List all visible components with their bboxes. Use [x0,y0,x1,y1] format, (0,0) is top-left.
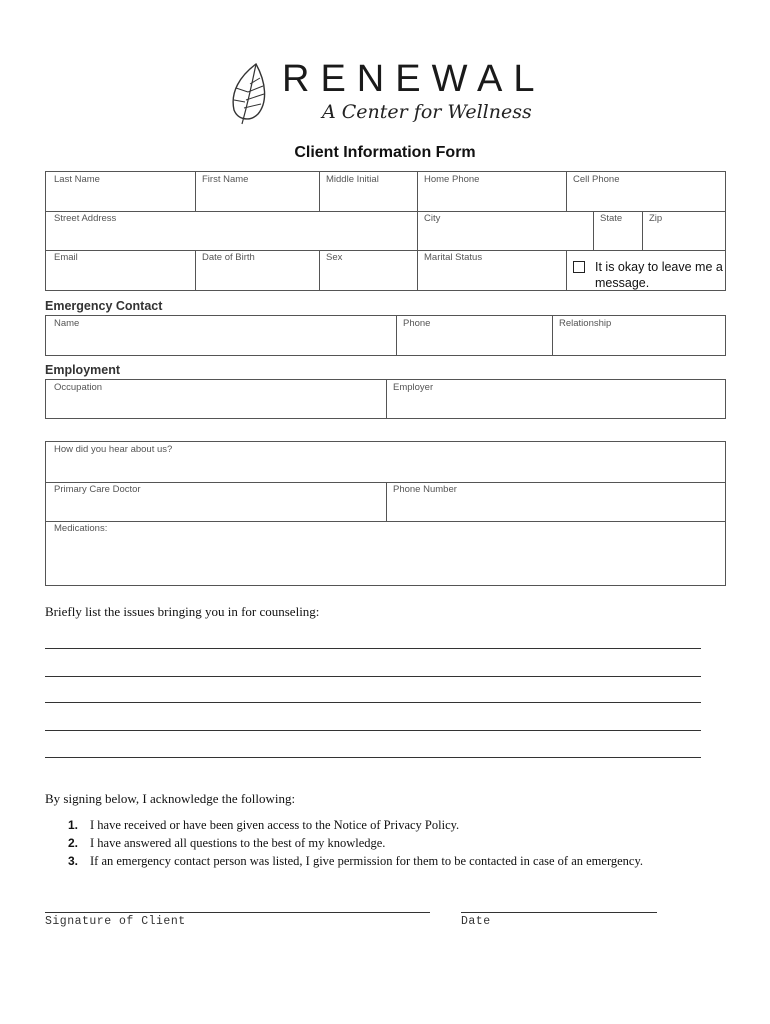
signature-label: Signature of Client [45,915,186,928]
date-line[interactable] [461,912,657,913]
date-label: Date [461,915,491,928]
medications-field[interactable]: Medications: [54,523,108,534]
date-of-birth-field[interactable]: Date of Birth [202,252,255,263]
emergency-phone-field[interactable]: Phone [403,318,431,329]
issues-line-1[interactable] [45,648,701,649]
primary-care-field[interactable]: Primary Care Doctor [54,484,141,495]
marital-status-field[interactable]: Marital Status [424,252,483,263]
form-title: Client Information Form [294,144,476,161]
issues-line-5[interactable] [45,757,701,758]
email-field[interactable]: Email [54,252,78,263]
issues-prompt: Briefly list the issues bringing you in for counseling: [45,604,320,619]
acknowledge-item: 1. I have received or have been given access to the Notice of Privacy Policy. [68,818,460,832]
acknowledge-intro: By signing below, I acknowledge the following: [45,791,296,806]
personal-info-grid [45,171,726,291]
acknowledge-list [68,818,643,872]
cell-phone-field[interactable]: Cell Phone [573,174,620,185]
emergency-relationship-field[interactable]: Relationship [559,318,612,329]
acknowledge-item: 2. I have answered all questions to the best of my knowledge. [68,836,386,850]
leaf-logo-icon [226,60,274,131]
zip-field[interactable]: Zip [649,213,663,224]
message-ok-label: It is okay to leave me a message. [595,260,723,290]
last-name-field[interactable]: Last Name [54,174,100,185]
state-field[interactable]: State [600,213,623,224]
logo-wordmark: RENEWAL [282,58,546,100]
emergency-name-field[interactable]: Name [54,318,80,329]
occupation-field[interactable]: Occupation [54,382,103,393]
employer-field[interactable]: Employer [393,382,434,393]
first-name-field[interactable]: First Name [202,174,249,185]
other-info-grid [45,441,726,586]
home-phone-field[interactable]: Home Phone [424,174,480,185]
how-heard-field[interactable]: How did you hear about us? [54,444,173,455]
employment-grid [45,379,726,419]
emergency-contact-heading: Emergency Contact [45,299,163,313]
issues-line-4[interactable] [45,730,701,731]
middle-initial-field[interactable]: Middle Initial [326,174,379,185]
issues-line-3[interactable] [45,702,701,703]
emergency-contact-grid [45,315,726,356]
message-ok-checkbox[interactable] [573,261,585,273]
employment-heading: Employment [45,363,121,377]
sex-field[interactable]: Sex [326,252,343,263]
street-address-field[interactable]: Street Address [54,213,117,224]
doctor-phone-field[interactable]: Phone Number [393,484,457,495]
acknowledge-item: 3. If an emergency contact person was listed, I give permission for them to be contacted in case of an emergency. [68,854,644,868]
logo-tagline: A Center for Wellness [322,101,532,123]
issues-line-2[interactable] [45,676,701,677]
city-field[interactable]: City [424,213,441,224]
signature-line[interactable] [45,912,430,913]
